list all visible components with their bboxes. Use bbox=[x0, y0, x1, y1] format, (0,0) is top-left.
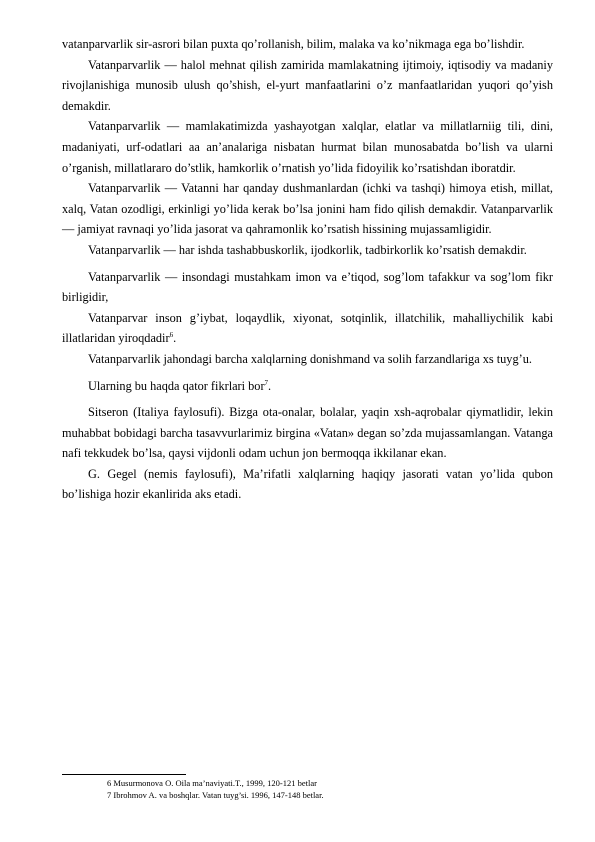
paragraph-illatlar-text: Vatanparvar inson g’iybat, loqaydlik, xiyonat, sotqinlik, illatchilik, mahalliychilik kabi illatlaridan yiroqdadir bbox=[62, 310, 553, 346]
paragraph-fikrlar-end: . bbox=[268, 378, 272, 393]
paragraph-continuation: vatanparvarlik sir-asrori bilan puxta qo’rollanish, bilim, malaka va ko’nikmaga ega bo’lishdir. bbox=[62, 37, 525, 51]
paragraph-illatlar bbox=[62, 308, 553, 349]
paragraph-fikrlar bbox=[62, 376, 553, 397]
paragraph-fikrlar-text: Ularning bu haqda qator fikrlari bor bbox=[88, 378, 265, 393]
paragraph-xalqlar: Vatanparvarlik — mamlakatimizda yashayotgan xalqlar, elatlar va millatlarniig tili, dini, madaniyati, urf-odatlari aa an’analariga nisbatan hurmat bilan munosabatda bo’lish va ularni o’rganish, millatlararo do’stlik, hamkorlik o’rnatish yo’lida fidoyilik ko’rsatishdan iboratdir. bbox=[62, 119, 553, 175]
footnote-6: 6 Musurmonova O. Oila ma’naviyati.T., 1999, 120-121 betlar bbox=[107, 778, 317, 788]
body-text bbox=[62, 34, 553, 505]
footnote-separator bbox=[62, 774, 186, 775]
paragraph-imon: Vatanparvarlik — insondagi mustahkam imon va e’tiqod, sog’lom tafakkur va sog’lom fikr birligidir, bbox=[62, 269, 553, 305]
footnote-7: 7 Ibrohmov A. va boshqlar. Vatan tuyg’si. 1996, 147-148 betlar. bbox=[107, 790, 324, 800]
paragraph-tashabbuskorlik: Vatanparvarlik — har ishda tashabbuskorlik, ijodkorlik, tadbirkorlik ko’rsatish demakdir. bbox=[88, 242, 527, 257]
footnotes bbox=[107, 777, 547, 801]
paragraph-sitseron: Sitseron (Italiya faylosufi). Bizga ota-onalar, bolalar, yaqin xsh-aqrobalar qiymatlidir, lekin muhabbat bobidagi barcha tasavvurlarimiz birgina «Vatan» degan so’zda mujassamlangan. Vatanga nafi tekkudek bo’lsa, qaysi vijdonli odam uchun jon bermoqqa ikkilanar ekan. bbox=[62, 405, 553, 461]
footnote-ref-7[interactable]: 7 bbox=[264, 378, 269, 387]
paragraph-halol-mehnat: Vatanparvarlik — halol mehnat qilish zamirida mamlakatning ijtimoiy, iqtisodiy va madaniy rivojlanishiga munosib ulush qo’shish, el-yurt manfaatlarini o’z manfaatlaridan yuqori qo’yish demakdir. bbox=[62, 57, 553, 113]
paragraph-illatlar-end: . bbox=[173, 331, 177, 346]
paragraph-himoya: Vatanparvarlik — Vatanni har qanday dushmanlardan (ichki va tashqi) himoya etish, millat, xalq, Vatan ozodligi, erkinligi yo’lida kerak bo’lsa jonini ham fido qilish demakdir. Vatanparvarlik — jamiyat ravnaqi yo’lida jasorat va qahramonlik ko’rsatish hissining mujassamligidir. bbox=[62, 181, 553, 237]
paragraph-gegel: G. Gegel (nemis faylosufi), Ma’rifatli xalqlarning haqiqy jasorati vatan yo’lida qubon bo’lishiga hozir ekanlirida aks etadi. bbox=[62, 466, 553, 502]
footnote-ref-6[interactable]: 6 bbox=[169, 331, 174, 340]
paragraph-tuygu: Vatanparvarlik jahondagi barcha xalqlarning donishmand va solih farzandlariga xs tuyg’u. bbox=[88, 351, 532, 366]
